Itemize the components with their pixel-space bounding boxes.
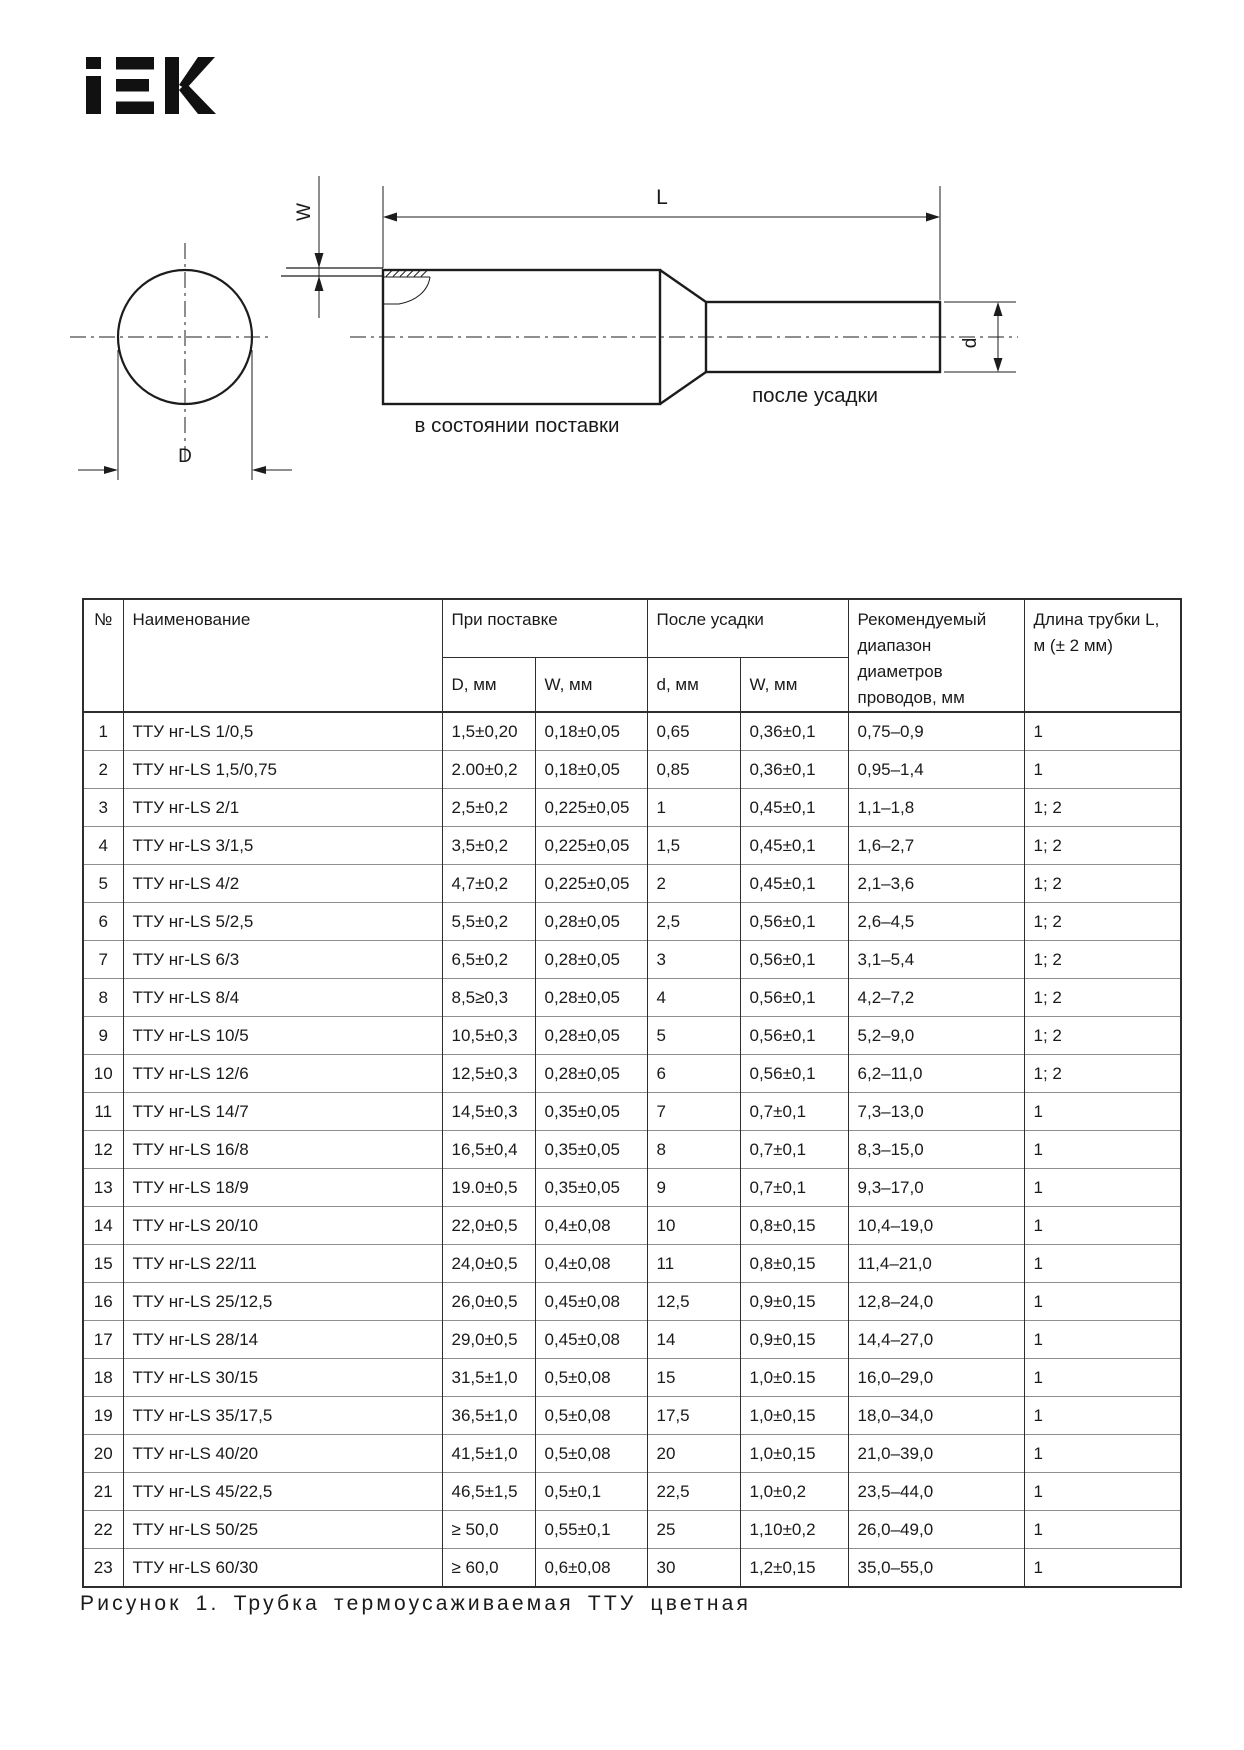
product-name: ТТУ нг-LS 12/6: [123, 1055, 442, 1093]
table-row: [83, 903, 1181, 941]
d-shrink-value: 2,5: [647, 903, 740, 941]
wire-range-value: 9,3–17,0: [848, 1169, 1024, 1207]
wire-range-value: 18,0–34,0: [848, 1397, 1024, 1435]
l-arrow-right: [926, 213, 940, 222]
w-shrink-value: 1,0±0.15: [740, 1359, 848, 1397]
product-name: ТТУ нг-LS 14/7: [123, 1093, 442, 1131]
d-supply-value: 24,0±0,5: [442, 1245, 535, 1283]
w-arrow-down: [315, 253, 324, 268]
tube-length-value: 1; 2: [1024, 865, 1181, 903]
w-shrink-value: 0,56±0,1: [740, 903, 848, 941]
d-supply-value: 5,5±0,2: [442, 903, 535, 941]
tube-length-value: 1: [1024, 1359, 1181, 1397]
product-name: ТТУ нг-LS 30/15: [123, 1359, 442, 1397]
d-supply-value: 46,5±1,5: [442, 1473, 535, 1511]
wire-range-value: 14,4–27,0: [848, 1321, 1024, 1359]
d-supply-value: 22,0±0,5: [442, 1207, 535, 1245]
w-supply-value: 0,28±0,05: [535, 941, 647, 979]
label-supplied: в состоянии поставки: [414, 414, 620, 437]
wire-range-value: 23,5–44,0: [848, 1473, 1024, 1511]
d-shrink-value: 5: [647, 1017, 740, 1055]
table-row: [83, 1397, 1181, 1435]
w-shrink-value: 0,9±0,15: [740, 1321, 848, 1359]
wire-range-value: 21,0–39,0: [848, 1435, 1024, 1473]
d-shrink-value: 1: [647, 789, 740, 827]
w-shrink-value: 0,8±0,15: [740, 1245, 848, 1283]
w-shrink-value: 0,36±0,1: [740, 751, 848, 789]
row-num: 3: [83, 789, 123, 827]
d-supply-value: 36,5±1,0: [442, 1397, 535, 1435]
wire-range-value: 35,0–55,0: [848, 1549, 1024, 1588]
d-supply-value: ≥ 60,0: [442, 1549, 535, 1588]
w-supply-value: 0,5±0,08: [535, 1397, 647, 1435]
d-supply-value: 8,5≥0,3: [442, 979, 535, 1017]
w-shrink-value: 1,10±0,2: [740, 1511, 848, 1549]
tube-length-value: 1: [1024, 1245, 1181, 1283]
d-supply-value: 2.00±0,2: [442, 751, 535, 789]
d-shrink-value: 10: [647, 1207, 740, 1245]
d-supply-value: 31,5±1,0: [442, 1359, 535, 1397]
w-shrink-value: 0,45±0,1: [740, 789, 848, 827]
table-row: [83, 1207, 1181, 1245]
w-shrink-value: 1,2±0,15: [740, 1549, 848, 1588]
w-supply-value: 0,55±0,1: [535, 1511, 647, 1549]
table-row: [83, 712, 1181, 751]
header-after-shrink: После усадки: [647, 599, 848, 658]
w-shrink-value: 0,7±0,1: [740, 1093, 848, 1131]
wire-range-value: 5,2–9,0: [848, 1017, 1024, 1055]
d-shrink-value: 8: [647, 1131, 740, 1169]
tube-length-value: 1; 2: [1024, 903, 1181, 941]
table-row: [83, 1283, 1181, 1321]
figure-caption: Рисунок 1. Трубка термоусаживаемая ТТУ цветная: [80, 1592, 752, 1615]
row-num: 5: [83, 865, 123, 903]
d-supply-value: 10,5±0,3: [442, 1017, 535, 1055]
row-num: 8: [83, 979, 123, 1017]
product-name: ТТУ нг-LS 22/11: [123, 1245, 442, 1283]
table-row: [83, 1511, 1181, 1549]
header-tube-length: Длина трубки L, м (± 2 мм): [1024, 599, 1181, 712]
label-d: d: [960, 337, 981, 349]
tube-length-value: 1: [1024, 1435, 1181, 1473]
logo-i-stem: [86, 76, 101, 114]
d-supply-value: 29,0±0,5: [442, 1321, 535, 1359]
w-supply-value: 0,28±0,05: [535, 979, 647, 1017]
d-supply-value: 6,5±0,2: [442, 941, 535, 979]
header-W-mm-shrink: W, мм: [740, 658, 848, 712]
product-name: ТТУ нг-LS 18/9: [123, 1169, 442, 1207]
product-name: ТТУ нг-LS 28/14: [123, 1321, 442, 1359]
tube-length-value: 1; 2: [1024, 789, 1181, 827]
tube-length-value: 1: [1024, 1397, 1181, 1435]
row-num: 18: [83, 1359, 123, 1397]
product-name: ТТУ нг-LS 35/17,5: [123, 1397, 442, 1435]
header-W-mm-supply: W, мм: [535, 658, 647, 712]
wire-range-value: 2,6–4,5: [848, 903, 1024, 941]
label-L: L: [656, 186, 668, 209]
wire-range-value: 2,1–3,6: [848, 865, 1024, 903]
w-supply-value: 0,45±0,08: [535, 1321, 647, 1359]
tube-length-value: 1: [1024, 1473, 1181, 1511]
d-supply-value: 2,5±0,2: [442, 789, 535, 827]
product-name: ТТУ нг-LS 1/0,5: [123, 712, 442, 751]
label-after-shrink: после усадки: [752, 384, 878, 407]
d-supply-value: ≥ 50,0: [442, 1511, 535, 1549]
label-D: D: [178, 446, 192, 467]
product-name: ТТУ нг-LS 4/2: [123, 865, 442, 903]
table-row: [83, 1549, 1181, 1588]
table-row: [83, 1435, 1181, 1473]
product-name: ТТУ нг-LS 3/1,5: [123, 827, 442, 865]
row-num: 21: [83, 1473, 123, 1511]
w-supply-value: 0,5±0,1: [535, 1473, 647, 1511]
wire-range-value: 6,2–11,0: [848, 1055, 1024, 1093]
wire-range-value: 1,1–1,8: [848, 789, 1024, 827]
logo-e-bottom: [116, 102, 154, 115]
wire-range-value: 12,8–24,0: [848, 1283, 1024, 1321]
w-supply-value: 0,4±0,08: [535, 1245, 647, 1283]
d-supply-value: 14,5±0,3: [442, 1093, 535, 1131]
table-row: [83, 1359, 1181, 1397]
iek-logo: [86, 57, 216, 114]
d-shrink-value: 12,5: [647, 1283, 740, 1321]
logo-e-mid: [116, 79, 149, 92]
d-supply-value: 4,7±0,2: [442, 865, 535, 903]
d-supply-value: 16,5±0,4: [442, 1131, 535, 1169]
d-shrink-value: 14: [647, 1321, 740, 1359]
w-arrow-up: [315, 276, 324, 291]
wire-range-value: 3,1–5,4: [848, 941, 1024, 979]
tube-length-value: 1: [1024, 1511, 1181, 1549]
table-body: [83, 712, 1181, 1587]
row-num: 15: [83, 1245, 123, 1283]
w-shrink-value: 0,56±0,1: [740, 979, 848, 1017]
tube-length-value: 1; 2: [1024, 941, 1181, 979]
product-name: ТТУ нг-LS 45/22,5: [123, 1473, 442, 1511]
logo-k-stem: [165, 57, 179, 114]
row-num: 2: [83, 751, 123, 789]
w-supply-value: 0,18±0,05: [535, 751, 647, 789]
row-num: 16: [83, 1283, 123, 1321]
row-num: 17: [83, 1321, 123, 1359]
w-supply-value: 0,5±0,08: [535, 1435, 647, 1473]
wire-range-value: 10,4–19,0: [848, 1207, 1024, 1245]
product-name: ТТУ нг-LS 10/5: [123, 1017, 442, 1055]
d-shrink-value: 2: [647, 865, 740, 903]
tube-length-value: 1: [1024, 1169, 1181, 1207]
w-shrink-value: 1,0±0,2: [740, 1473, 848, 1511]
d-small-arrow-up: [994, 302, 1003, 316]
wire-range-value: 26,0–49,0: [848, 1511, 1024, 1549]
d-arrow-left: [104, 466, 118, 474]
header-D-mm: D, мм: [442, 658, 535, 712]
d-arrow-right: [252, 466, 266, 474]
d-supply-value: 19.0±0,5: [442, 1169, 535, 1207]
w-shrink-value: 0,36±0,1: [740, 712, 848, 751]
header-d-mm: d, мм: [647, 658, 740, 712]
row-num: 1: [83, 712, 123, 751]
w-supply-value: 0,4±0,08: [535, 1207, 647, 1245]
tube-length-value: 1: [1024, 1131, 1181, 1169]
spec-table: [82, 598, 1182, 1588]
d-shrink-value: 1,5: [647, 827, 740, 865]
w-shrink-value: 0,8±0,15: [740, 1207, 848, 1245]
tube-technical-drawing: [0, 140, 1244, 490]
product-name: ТТУ нг-LS 1,5/0,75: [123, 751, 442, 789]
w-supply-value: 0,28±0,05: [535, 1055, 647, 1093]
row-num: 6: [83, 903, 123, 941]
header-num: №: [83, 599, 123, 712]
tube-length-value: 1: [1024, 1283, 1181, 1321]
wire-range-value: 1,6–2,7: [848, 827, 1024, 865]
w-supply-value: 0,45±0,08: [535, 1283, 647, 1321]
w-supply-value: 0,225±0,05: [535, 827, 647, 865]
tube-length-value: 1: [1024, 1207, 1181, 1245]
w-supply-value: 0,28±0,05: [535, 903, 647, 941]
row-num: 14: [83, 1207, 123, 1245]
tube-length-value: 1: [1024, 1549, 1181, 1588]
tube-length-value: 1; 2: [1024, 827, 1181, 865]
product-name: ТТУ нг-LS 40/20: [123, 1435, 442, 1473]
d-shrink-value: 6: [647, 1055, 740, 1093]
d-supply-value: 12,5±0,3: [442, 1055, 535, 1093]
row-num: 9: [83, 1017, 123, 1055]
d-supply-value: 1,5±0,20: [442, 712, 535, 751]
wire-range-value: 11,4–21,0: [848, 1245, 1024, 1283]
header-wire-range: Рекомендуемый диапазон диаметров проводов, мм: [848, 599, 1024, 712]
product-name: ТТУ нг-LS 6/3: [123, 941, 442, 979]
tube-length-value: 1: [1024, 1321, 1181, 1359]
w-supply-value: 0,6±0,08: [535, 1549, 647, 1588]
d-shrink-value: 17,5: [647, 1397, 740, 1435]
taper-top: [660, 270, 706, 302]
d-shrink-value: 0,65: [647, 712, 740, 751]
product-name: ТТУ нг-LS 5/2,5: [123, 903, 442, 941]
w-supply-value: 0,225±0,05: [535, 789, 647, 827]
w-shrink-value: 0,45±0,1: [740, 865, 848, 903]
w-shrink-value: 0,45±0,1: [740, 827, 848, 865]
table-row: [83, 827, 1181, 865]
table-row: [83, 865, 1181, 903]
product-name: ТТУ нг-LS 2/1: [123, 789, 442, 827]
row-num: 19: [83, 1397, 123, 1435]
d-shrink-value: 15: [647, 1359, 740, 1397]
wire-range-value: 8,3–15,0: [848, 1131, 1024, 1169]
w-supply-value: 0,28±0,05: [535, 1017, 647, 1055]
table-row: [83, 751, 1181, 789]
table-row: [83, 941, 1181, 979]
row-num: 11: [83, 1093, 123, 1131]
l-arrow-left: [383, 213, 397, 222]
logo-k-lower-arm: [179, 83, 216, 114]
row-num: 4: [83, 827, 123, 865]
tube-length-value: 1; 2: [1024, 1017, 1181, 1055]
product-name: ТТУ нг-LS 50/25: [123, 1511, 442, 1549]
tube-length-value: 1: [1024, 712, 1181, 751]
taper-bottom: [660, 372, 706, 404]
header-name: Наименование: [123, 599, 442, 712]
w-shrink-value: 1,0±0,15: [740, 1435, 848, 1473]
row-num: 22: [83, 1511, 123, 1549]
table-row: [83, 1017, 1181, 1055]
product-name: ТТУ нг-LS 60/30: [123, 1549, 442, 1588]
wire-range-value: 4,2–7,2: [848, 979, 1024, 1017]
d-shrink-value: 22,5: [647, 1473, 740, 1511]
d-supply-value: 3,5±0,2: [442, 827, 535, 865]
label-W: W: [294, 203, 315, 221]
w-supply-value: 0,18±0,05: [535, 712, 647, 751]
tube-length-value: 1: [1024, 751, 1181, 789]
w-shrink-value: 0,9±0,15: [740, 1283, 848, 1321]
d-shrink-value: 7: [647, 1093, 740, 1131]
row-num: 12: [83, 1131, 123, 1169]
tube-length-value: 1; 2: [1024, 979, 1181, 1017]
wire-range-value: 0,95–1,4: [848, 751, 1024, 789]
wire-range-value: 16,0–29,0: [848, 1359, 1024, 1397]
w-supply-value: 0,35±0,05: [535, 1093, 647, 1131]
w-supply-value: 0,35±0,05: [535, 1169, 647, 1207]
d-shrink-value: 9: [647, 1169, 740, 1207]
product-name: ТТУ нг-LS 20/10: [123, 1207, 442, 1245]
table-row: [83, 1169, 1181, 1207]
d-shrink-value: 0,85: [647, 751, 740, 789]
d-shrink-value: 3: [647, 941, 740, 979]
table-row: [83, 789, 1181, 827]
tube-length-value: 1; 2: [1024, 1055, 1181, 1093]
d-shrink-value: 20: [647, 1435, 740, 1473]
w-shrink-value: 0,7±0,1: [740, 1169, 848, 1207]
table-row: [83, 1093, 1181, 1131]
table-row: [83, 1321, 1181, 1359]
d-small-arrow-down: [994, 358, 1003, 372]
row-num: 7: [83, 941, 123, 979]
d-shrink-value: 4: [647, 979, 740, 1017]
logo-e-top: [116, 57, 154, 70]
w-shrink-value: 0,56±0,1: [740, 1055, 848, 1093]
table-row: [83, 1131, 1181, 1169]
product-name: ТТУ нг-LS 25/12,5: [123, 1283, 442, 1321]
wire-range-value: 7,3–13,0: [848, 1093, 1024, 1131]
logo-k-upper-arm: [179, 57, 215, 89]
row-num: 23: [83, 1549, 123, 1588]
w-shrink-value: 1,0±0,15: [740, 1397, 848, 1435]
table-row: [83, 1055, 1181, 1093]
w-shrink-value: 0,56±0,1: [740, 941, 848, 979]
table-row: [83, 1473, 1181, 1511]
spec-table-header: [83, 599, 1181, 712]
header-at-delivery: При поставке: [442, 599, 647, 658]
d-shrink-value: 25: [647, 1511, 740, 1549]
d-shrink-value: 11: [647, 1245, 740, 1283]
row-num: 13: [83, 1169, 123, 1207]
table-row: [83, 979, 1181, 1017]
logo-i-dot: [86, 57, 101, 69]
w-supply-value: 0,225±0,05: [535, 865, 647, 903]
w-shrink-value: 0,56±0,1: [740, 1017, 848, 1055]
w-shrink-value: 0,7±0,1: [740, 1131, 848, 1169]
product-name: ТТУ нг-LS 16/8: [123, 1131, 442, 1169]
table-row: [83, 1245, 1181, 1283]
w-supply-value: 0,35±0,05: [535, 1131, 647, 1169]
tube-length-value: 1: [1024, 1093, 1181, 1131]
row-num: 20: [83, 1435, 123, 1473]
row-num: 10: [83, 1055, 123, 1093]
w-supply-value: 0,5±0,08: [535, 1359, 647, 1397]
d-supply-value: 26,0±0,5: [442, 1283, 535, 1321]
d-supply-value: 41,5±1,0: [442, 1435, 535, 1473]
d-shrink-value: 30: [647, 1549, 740, 1588]
product-name: ТТУ нг-LS 8/4: [123, 979, 442, 1017]
wire-range-value: 0,75–0,9: [848, 712, 1024, 751]
